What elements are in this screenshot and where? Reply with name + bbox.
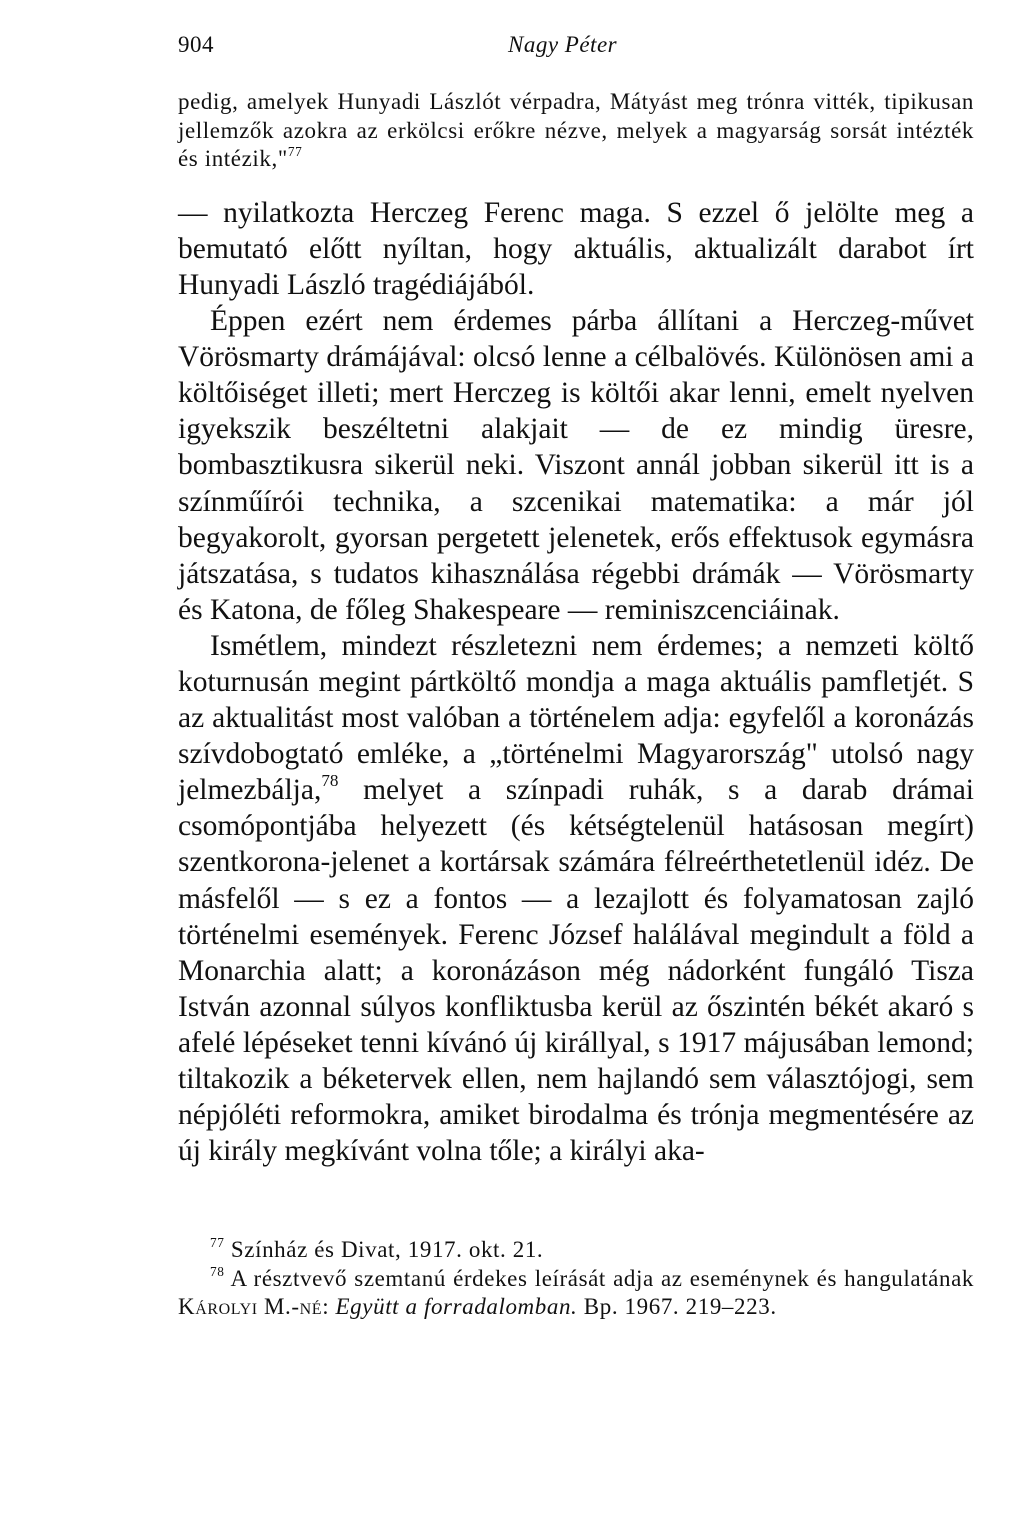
footnote-78-colon: :	[322, 1294, 336, 1320]
quote-text: pedig, amelyek Hunyadi Lászlót vérpadra, Mátyást meg trónra vitték, tipikusan jellemzők azokra az erkölcsi erőkre nézve, melyek a magyarság sorsát intézték és intézik,"	[178, 89, 974, 172]
paragraph-1-text: — nyilatkozta Herczeg Ferenc maga. S ezzel ő jelölte meg a bemutató előtt nyíltan, hogy aktuális, aktualizált darabot írt Hunyadi László tragédiájából.	[178, 196, 974, 301]
footnotes	[178, 1236, 974, 1322]
page-number: 904	[178, 32, 214, 57]
footnote-78	[178, 1265, 974, 1322]
block-quote	[178, 88, 974, 174]
footnote-marker-78: 78	[210, 1263, 225, 1279]
body-text	[178, 88, 974, 1169]
paragraph-3	[178, 628, 974, 1169]
footnote-78-text-before: A résztvevő szemtanú érdekes leírását adja az eseménynek és hangulatának	[224, 1265, 974, 1291]
footnote-78-author: Károlyi M.-né	[178, 1294, 323, 1320]
paragraph-3-text-after: melyet a színpadi ruhák, s a darab drámai csomópontjába helyezett (és kétségtelenül hatásosan megírt) szentkorona-jelenet a kortársak számára félreérthetetlenül idéz. De másfelől — s ez a fontos — a lezajlott és folyamatosan zajló történelmi események. Ferenc József halálával megindult a föld a Monarchia alatt; a koronázáson még nádorként fungáló Tisza István azonnal súlyos konfliktusba kerül az őszintén békét akaró s afelé lépéseket tenni kívánó új királlyal, s 1917 májusában lemond; tiltakozik a béketervek ellen, nem hajlandó sem választójogi, sem népjóléti reformokra, amiket birodalma és trónja megmentésére az új király megkívánt volna tőle; a királyi aka-	[178, 774, 974, 1168]
footnote-ref-78: 78	[321, 771, 339, 791]
paragraph-2-text: Éppen ezért nem érdemes párba állítani a Herczeg-művet Vörösmarty drámájával: olcsó lenne a célbalövés. Különösen ami a költőiséget illeti; mert Herczeg is költői akar lenni, emelt nyelven igyekszik beszéltetni alakjait — de ez mindig üresre, bombasztikusra sikerül neki. Viszont annál jobban sikerül itt is a színműírói technika, a szcenikai matematika: a már jól begyakorolt, gyorsan pergetett jelenetek, erős effektusok egymásra játszatása, s tudatos kihasználása régebbi drámák — Vörösmarty és Katona, de főleg Shakespeare — reminiszcenciáinak.	[178, 305, 974, 626]
footnote-78-title: Együtt a forradalomban.	[335, 1294, 578, 1320]
footnote-marker-77: 77	[210, 1235, 225, 1250]
running-head: Nagy Péter	[508, 32, 618, 57]
paragraph-1	[178, 195, 974, 303]
paragraph-2	[178, 303, 974, 628]
footnote-77-text: Színház és Divat, 1917. okt. 21.	[224, 1237, 544, 1262]
paragraph-3-text-before: Ismétlem, mindezt részletezni nem érdemes; a nemzeti költő koturnusán megint pártköltő mondja a maga aktuális pamfletjét. S az aktualitást most valóban a történelem adja: egyfelől a koronázás szívdobogtató emléke, a „történelmi Magyarország" utolsó nagy jelmezbálja,	[178, 629, 974, 807]
footnote-78-text-after: Bp. 1967. 219–223.	[577, 1294, 777, 1320]
footnote-ref-77: 77	[287, 144, 303, 160]
footnote-77	[178, 1236, 974, 1265]
page-header	[178, 32, 974, 68]
